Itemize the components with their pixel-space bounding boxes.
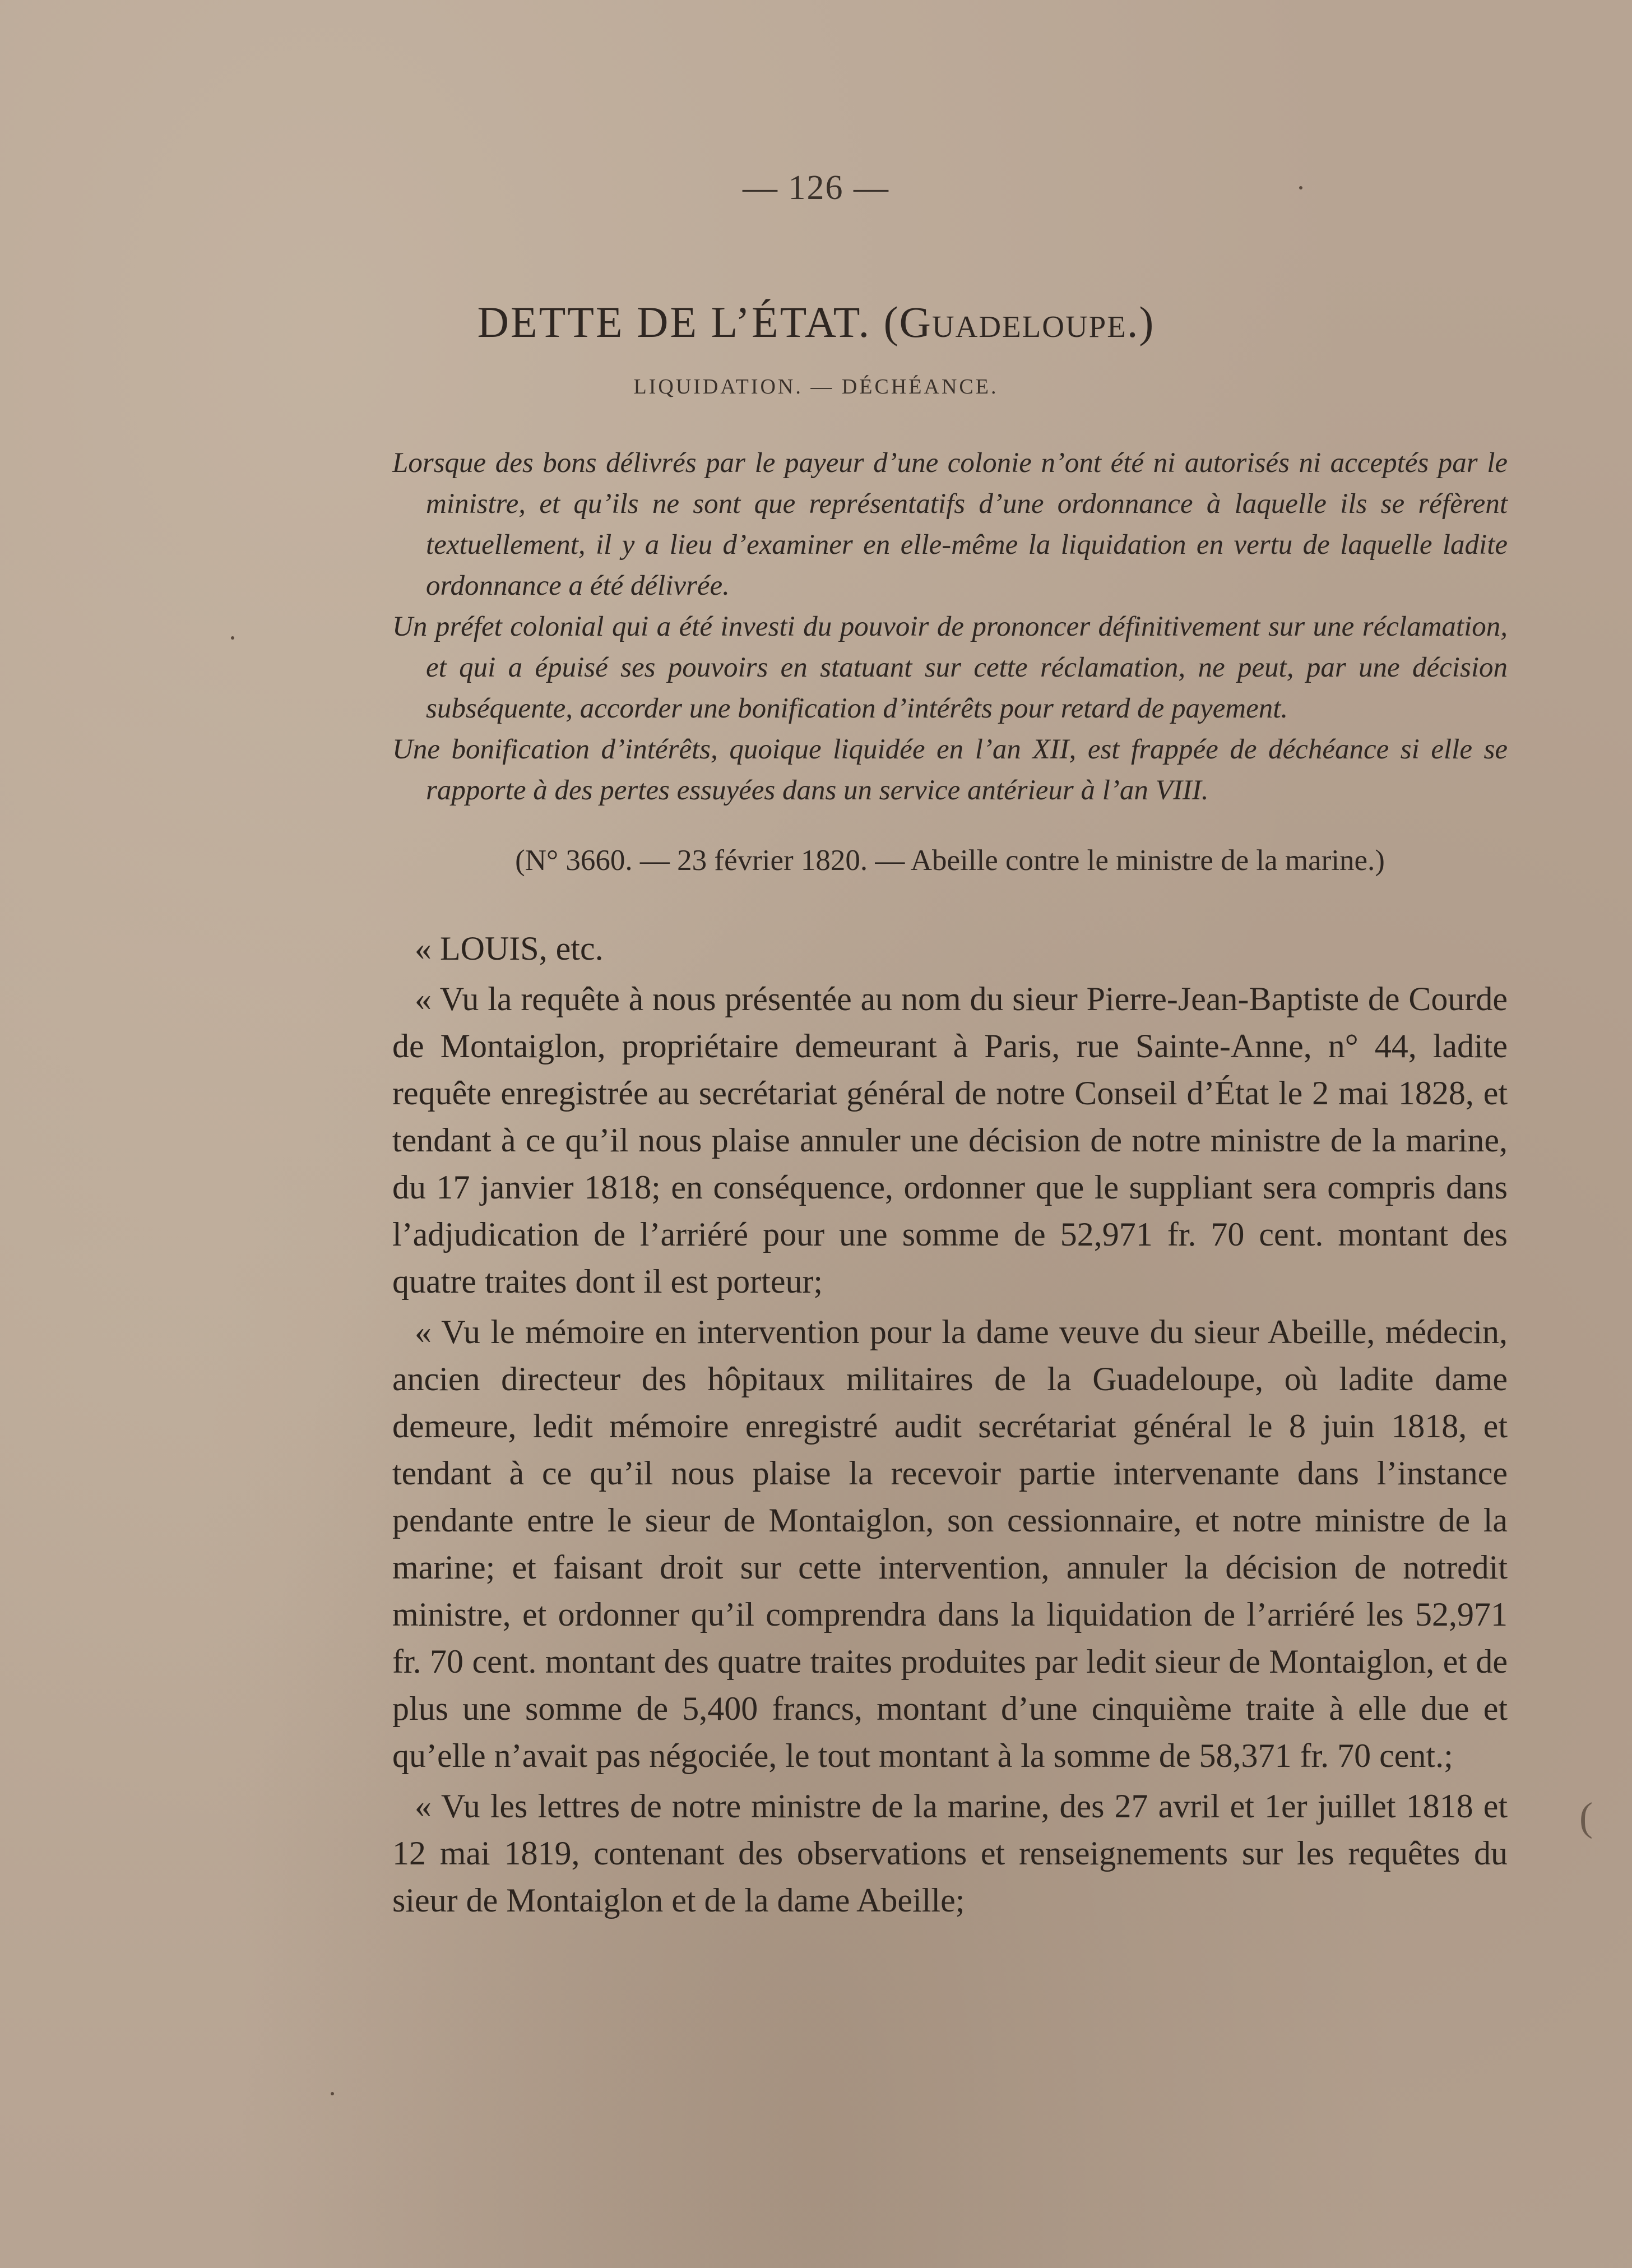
page-number: — 126 — [743, 169, 889, 207]
summary-paragraph: Lorsque des bons délivrés par le payeur d’une colonie n’ont été ni autorisés ni acceptés par le ministre, et qu’ils ne sont que représentatifs d’une ordonnance à laquelle ils se réfèrent textuellement, il y a lieu d’examiner en elle-même la liquidation en vertu de laquelle ladite ordonnance a été délivrée. [392, 447, 1508, 601]
summary-paragraph: Un préfet colonial qui a été investi du pouvoir de prononcer définitivement sur une réclamation, et qui a épuisé ses pouvoirs en statuant sur cette réclamation, ne peut, par une décision subséquente, accorder une bonification d’intérêts pour retard de payement. [392, 611, 1508, 724]
body-text [392, 925, 1508, 1927]
title-main: DETTE DE L’ÉTAT. [477, 298, 871, 346]
body-paragraph: « Vu le mémoire en intervention pour la dame veuve du sieur Abeille, médecin, ancien directeur des hôpitaux militaires de la Guadeloupe, où ladite dame demeure, ledit mémoire enregistré audit secrétariat général le 8 juin 1818, et tendant à ce qu’il nous plaise la recevoir partie intervenante dans l’instance pendante entre le sieur de Montaiglon, son cessionnaire, et notre ministre de la marine; et faisant droit sur cette intervention, annuler la décision de notredit ministre, et ordonner qu’il comprendra dans la liquidation de l’arriéré les 52,971 fr. 70 cent. montant des quatre traites produites par ledit sieur de Montaiglon, et de plus une somme de 5,400 francs, montant d’une cinquième traite à elle due et qu’elle n’avait pas négociée, le tout montant à la somme de 58,371 fr. 70 cent.; [392, 1313, 1508, 1774]
summary-paragraph: Une bonification d’intérêts, quoique liquidée en l’an XII, est frappée de déchéance si elle se rapporte à des pertes essuyées dans un service antérieur à l’an VIII. [392, 734, 1508, 806]
body-paragraph: « LOUIS, etc. [415, 930, 604, 967]
body-paragraph: « Vu la requête à nous présentée au nom du sieur Pierre-Jean-Baptiste de Courde de Montaiglon, propriétaire demeurant à Paris, rue Sainte-Anne, n° 44, ladite requête enregistrée au secrétariat général de notre Conseil d’État le 2 mai 1828, et tendant à ce qu’il nous plaise annuler une décision de notre ministre de la marine, du 17 janvier 1818; en conséquence, ordonner que le suppliant sera compris dans l’adjudication de l’arriéré pour une somme de 52,971 fr. 70 cent. montant des quatre traites dont il est porteur; [392, 980, 1508, 1300]
case-citation: (N° 3660. — 23 février 1820. — Abeille contre le ministre de la marine.) [515, 844, 1385, 877]
summary-block [392, 443, 1508, 811]
title-region: (Guadeloupe.) [883, 298, 1155, 346]
section-title [0, 297, 1632, 348]
section-subtitle: LIQUIDATION. — DÉCHÉANCE. [633, 375, 999, 399]
margin-mark: ( [1579, 1794, 1593, 1839]
paper-speck [1299, 186, 1302, 189]
body-paragraph: « Vu les lettres de notre ministre de la marine, des 27 avril et 1er juillet 1818 et 12 mai 1819, contenant des observations et renseignements sur les requêtes du sieur de Montaiglon et de la dame Abeille; [392, 1788, 1508, 1919]
paper-speck [231, 636, 234, 640]
paper-speck [331, 2092, 334, 2095]
